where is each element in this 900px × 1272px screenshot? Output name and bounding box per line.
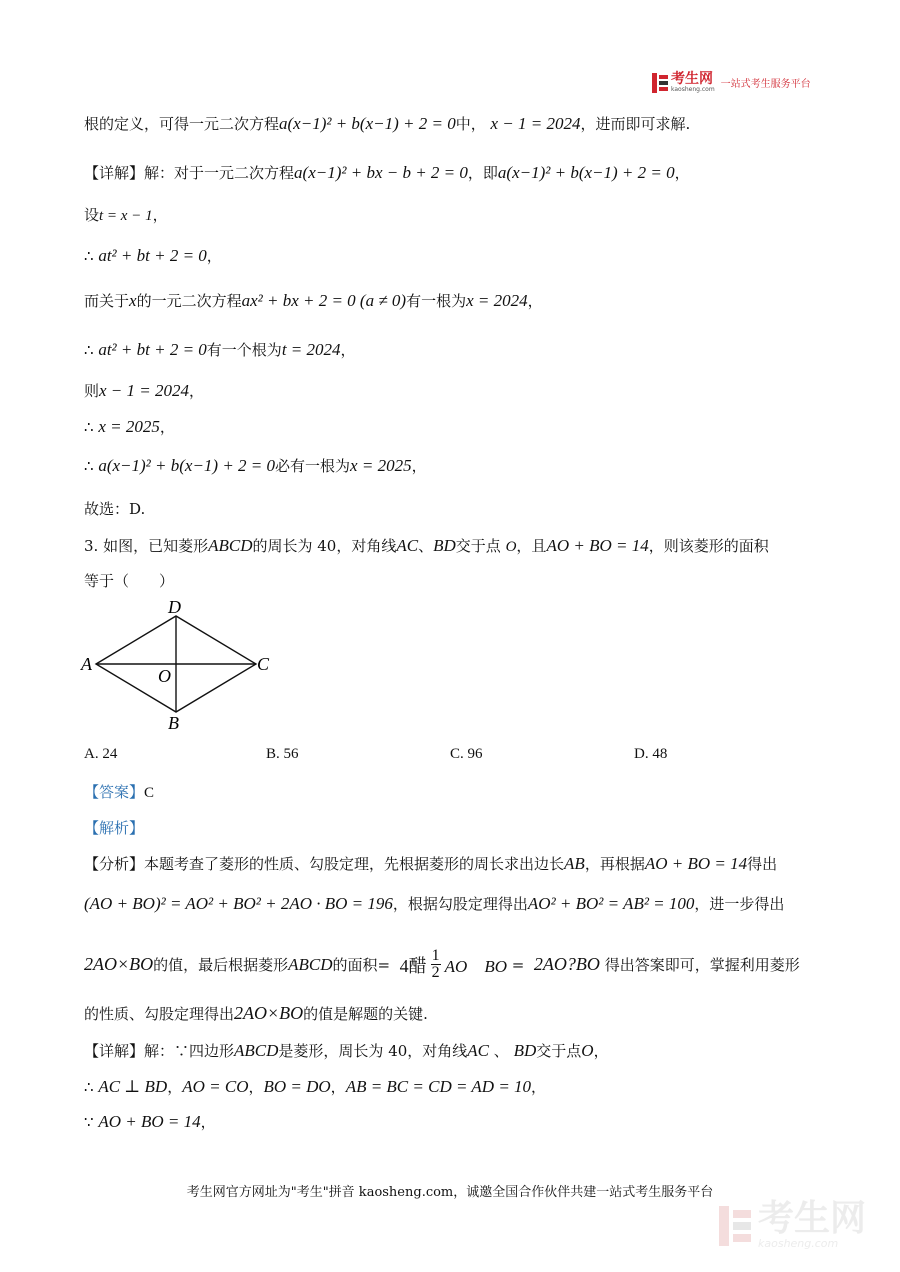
fraction-denominator: 2 bbox=[431, 964, 440, 981]
text-line-10: 故选：D. bbox=[84, 500, 146, 518]
equation: a(x−1)² + b(x−1) + 2 = 0 bbox=[497, 163, 675, 182]
text: 解：∵四边形 bbox=[144, 1042, 235, 1060]
shape-name: ABCD bbox=[234, 1041, 279, 1060]
equation: t = x − 1 bbox=[99, 208, 153, 224]
text: 的值，最后根据菱形 bbox=[153, 956, 289, 974]
text: ， bbox=[527, 292, 543, 310]
text: ，即 bbox=[467, 164, 498, 182]
garbled-text: 4醋 bbox=[399, 955, 427, 976]
watermark-domain: kaosheng.com bbox=[758, 1237, 839, 1250]
shape-name: ABCD bbox=[288, 954, 333, 974]
answer-tag: 【答案】 bbox=[84, 783, 145, 801]
equation: ax² + bx + 2 = 0 (a ≠ 0) bbox=[241, 291, 407, 310]
detail-tag: 【详解】 bbox=[84, 1042, 145, 1060]
detail-line-2 bbox=[84, 1076, 546, 1097]
question-3-line-2: 等于（ ） bbox=[84, 572, 175, 590]
equation: AO BO bbox=[444, 957, 507, 976]
logo-name: 考生网 bbox=[671, 71, 713, 87]
option-d: D. 48 bbox=[634, 746, 668, 762]
equation: at² + bt + 2 = 0 bbox=[98, 340, 207, 359]
text: 有一根为 bbox=[406, 292, 467, 310]
answer-line bbox=[84, 781, 154, 802]
text: 如图，已知菱形 bbox=[103, 537, 209, 555]
header-logo bbox=[652, 72, 811, 93]
equation: x = 2025 bbox=[98, 417, 160, 436]
equation: 2AO×BO bbox=[84, 954, 154, 974]
text: ， bbox=[200, 1113, 216, 1131]
text: 得出答案即可，掌握利用菱形 bbox=[604, 956, 800, 974]
therefore-symbol: ∴ bbox=[84, 457, 94, 475]
text: ， bbox=[531, 1078, 547, 1096]
text-line-5 bbox=[84, 290, 543, 311]
text: 的一元二次方程 bbox=[136, 292, 242, 310]
label-c: C bbox=[257, 654, 270, 674]
equation: (AO + BO)² = AO² + BO² + 2AO · BO = 196 bbox=[84, 894, 393, 913]
variable: x bbox=[129, 291, 137, 310]
answer-value: C bbox=[144, 785, 155, 801]
question-3-line-1 bbox=[84, 535, 769, 556]
text-line-4 bbox=[84, 245, 222, 266]
equation: AO + BO = 14 bbox=[98, 1112, 201, 1131]
because-symbol: ∵ bbox=[84, 1113, 94, 1131]
text-line-2 bbox=[84, 162, 690, 183]
equation: a(x−1)² + bx − b + 2 = 0 bbox=[294, 163, 468, 182]
therefore-symbol: ∴ bbox=[84, 341, 94, 359]
equation: x = 2025 bbox=[350, 456, 412, 475]
text: ， bbox=[593, 1042, 609, 1060]
watermark bbox=[718, 1198, 867, 1250]
equation: AO = CO bbox=[182, 1077, 249, 1096]
text: 设 bbox=[84, 206, 100, 224]
text: ， bbox=[167, 1078, 183, 1096]
text: ，进而即可求解. bbox=[580, 115, 691, 133]
analysis-line-4 bbox=[84, 1003, 428, 1024]
equation: AO + BO = 14 bbox=[546, 536, 649, 555]
text: ， bbox=[206, 247, 222, 265]
text-line-1 bbox=[84, 113, 690, 134]
equation: 2AO?BO bbox=[533, 954, 600, 974]
segment: AC bbox=[396, 536, 419, 555]
segment: AB bbox=[564, 854, 585, 873]
text: ， bbox=[340, 341, 356, 359]
equation: a(x−1)² + b(x−1) + 2 = 0 bbox=[279, 114, 456, 133]
shape-name: ABCD bbox=[208, 536, 253, 555]
equation: AO + BO = 14 bbox=[644, 854, 748, 873]
equation: 2AO×BO bbox=[234, 1003, 304, 1023]
text: 的性质、勾股定理得出 bbox=[84, 1005, 235, 1023]
equation: BO = DO bbox=[263, 1077, 331, 1096]
text: 的面积= bbox=[332, 956, 391, 974]
label-b: B bbox=[168, 713, 179, 733]
text: ， bbox=[674, 164, 690, 182]
segment: BD bbox=[433, 536, 456, 555]
point: O bbox=[581, 1041, 594, 1060]
text: ， bbox=[152, 206, 168, 224]
watermark-text: 考生网 bbox=[758, 1198, 867, 1239]
text: 解：对于一元二次方程 bbox=[144, 164, 295, 182]
equation: at² + bt + 2 = 0 bbox=[98, 246, 207, 265]
equation: t = 2024 bbox=[281, 340, 341, 359]
text: 则 bbox=[84, 382, 100, 400]
question-number: 3. bbox=[84, 537, 104, 555]
text: ， bbox=[189, 382, 205, 400]
therefore-symbol: ∴ bbox=[84, 247, 94, 265]
text-line-3 bbox=[84, 204, 168, 225]
header-slogan: 一站式考生服务平台 bbox=[720, 79, 811, 90]
segment: BD bbox=[513, 1041, 537, 1060]
text: ，再根据 bbox=[584, 855, 645, 873]
text: ， bbox=[248, 1078, 264, 1096]
text: ，则该菱形的面积 bbox=[648, 537, 769, 555]
analysis-line-2 bbox=[84, 893, 784, 914]
text: 而关于 bbox=[84, 292, 130, 310]
text: 根的定义，可得一元二次方程 bbox=[84, 115, 280, 133]
text: 必有一根为 bbox=[275, 457, 351, 475]
text-line-6 bbox=[84, 339, 356, 360]
text: 、 bbox=[493, 1042, 509, 1060]
label-a: A bbox=[81, 654, 92, 674]
equation: x − 1 = 2024 bbox=[490, 114, 581, 133]
label-o: O bbox=[158, 666, 171, 686]
equation: AC ⊥ BD bbox=[98, 1077, 168, 1096]
equation: a(x−1)² + b(x−1) + 2 = 0 bbox=[98, 456, 276, 475]
equation: AO² + BO² = AB² = 100 bbox=[527, 894, 695, 913]
segment: AC bbox=[467, 1041, 490, 1060]
text: ， bbox=[159, 418, 175, 436]
option-c: C. 96 bbox=[450, 746, 483, 762]
fraction-half bbox=[431, 948, 441, 981]
equation: AB = BC = CD = AD = 10 bbox=[345, 1077, 532, 1096]
analysis-tag: 【解析】 bbox=[84, 819, 145, 837]
text: ， bbox=[330, 1078, 346, 1096]
analysis-sub-tag: 【分析】 bbox=[84, 855, 145, 873]
rhombus-figure bbox=[78, 598, 278, 738]
text: = bbox=[511, 955, 525, 974]
point: O bbox=[505, 539, 517, 555]
text-line-8 bbox=[84, 416, 175, 437]
detail-line-1 bbox=[84, 1040, 609, 1061]
text: ， bbox=[411, 457, 427, 475]
text: ，进一步得出 bbox=[694, 895, 785, 913]
therefore-symbol: ∴ bbox=[84, 418, 94, 436]
text: 的周长为 40，对角线 bbox=[252, 537, 397, 555]
watermark-logo-icon bbox=[718, 1206, 752, 1246]
fraction-numerator: 1 bbox=[431, 947, 440, 964]
text: ，根据勾股定理得出 bbox=[392, 895, 528, 913]
text: 中， bbox=[455, 115, 486, 133]
kaosheng-logo-icon bbox=[652, 73, 668, 93]
equation: x = 2024 bbox=[466, 291, 528, 310]
label-d: D bbox=[168, 598, 181, 617]
text: 有一个根为 bbox=[206, 341, 282, 359]
analysis-line-3 bbox=[84, 948, 800, 981]
equation: x − 1 = 2024 bbox=[99, 381, 190, 400]
therefore-symbol: ∴ bbox=[84, 1078, 94, 1096]
logo-domain: kaosheng.com bbox=[671, 86, 715, 93]
detail-tag: 【详解】 bbox=[84, 164, 145, 182]
option-a: A. 24 bbox=[84, 746, 118, 762]
text: 本题考查了菱形的性质、勾股定理，先根据菱形的周长求出边长 bbox=[144, 855, 565, 873]
text: 交于点 bbox=[536, 1042, 582, 1060]
text-line-7 bbox=[84, 380, 204, 401]
option-b: B. 56 bbox=[266, 746, 299, 762]
analysis-line-1 bbox=[84, 853, 777, 874]
text: 的值是解题的关键. bbox=[303, 1005, 428, 1023]
text: 交于点 bbox=[455, 537, 501, 555]
detail-line-3 bbox=[84, 1111, 216, 1132]
text-line-9 bbox=[84, 455, 427, 476]
text: 是菱形，周长为 40，对角线 bbox=[278, 1042, 468, 1060]
text: 得出 bbox=[747, 855, 778, 873]
text: ，且 bbox=[516, 537, 547, 555]
text: 、 bbox=[418, 537, 434, 555]
page-footer: 考生网官方网址为"考生"拼音 kaosheng.com，诚邀全国合作伙伴共建一站式考生服务平台 bbox=[186, 1185, 714, 1200]
